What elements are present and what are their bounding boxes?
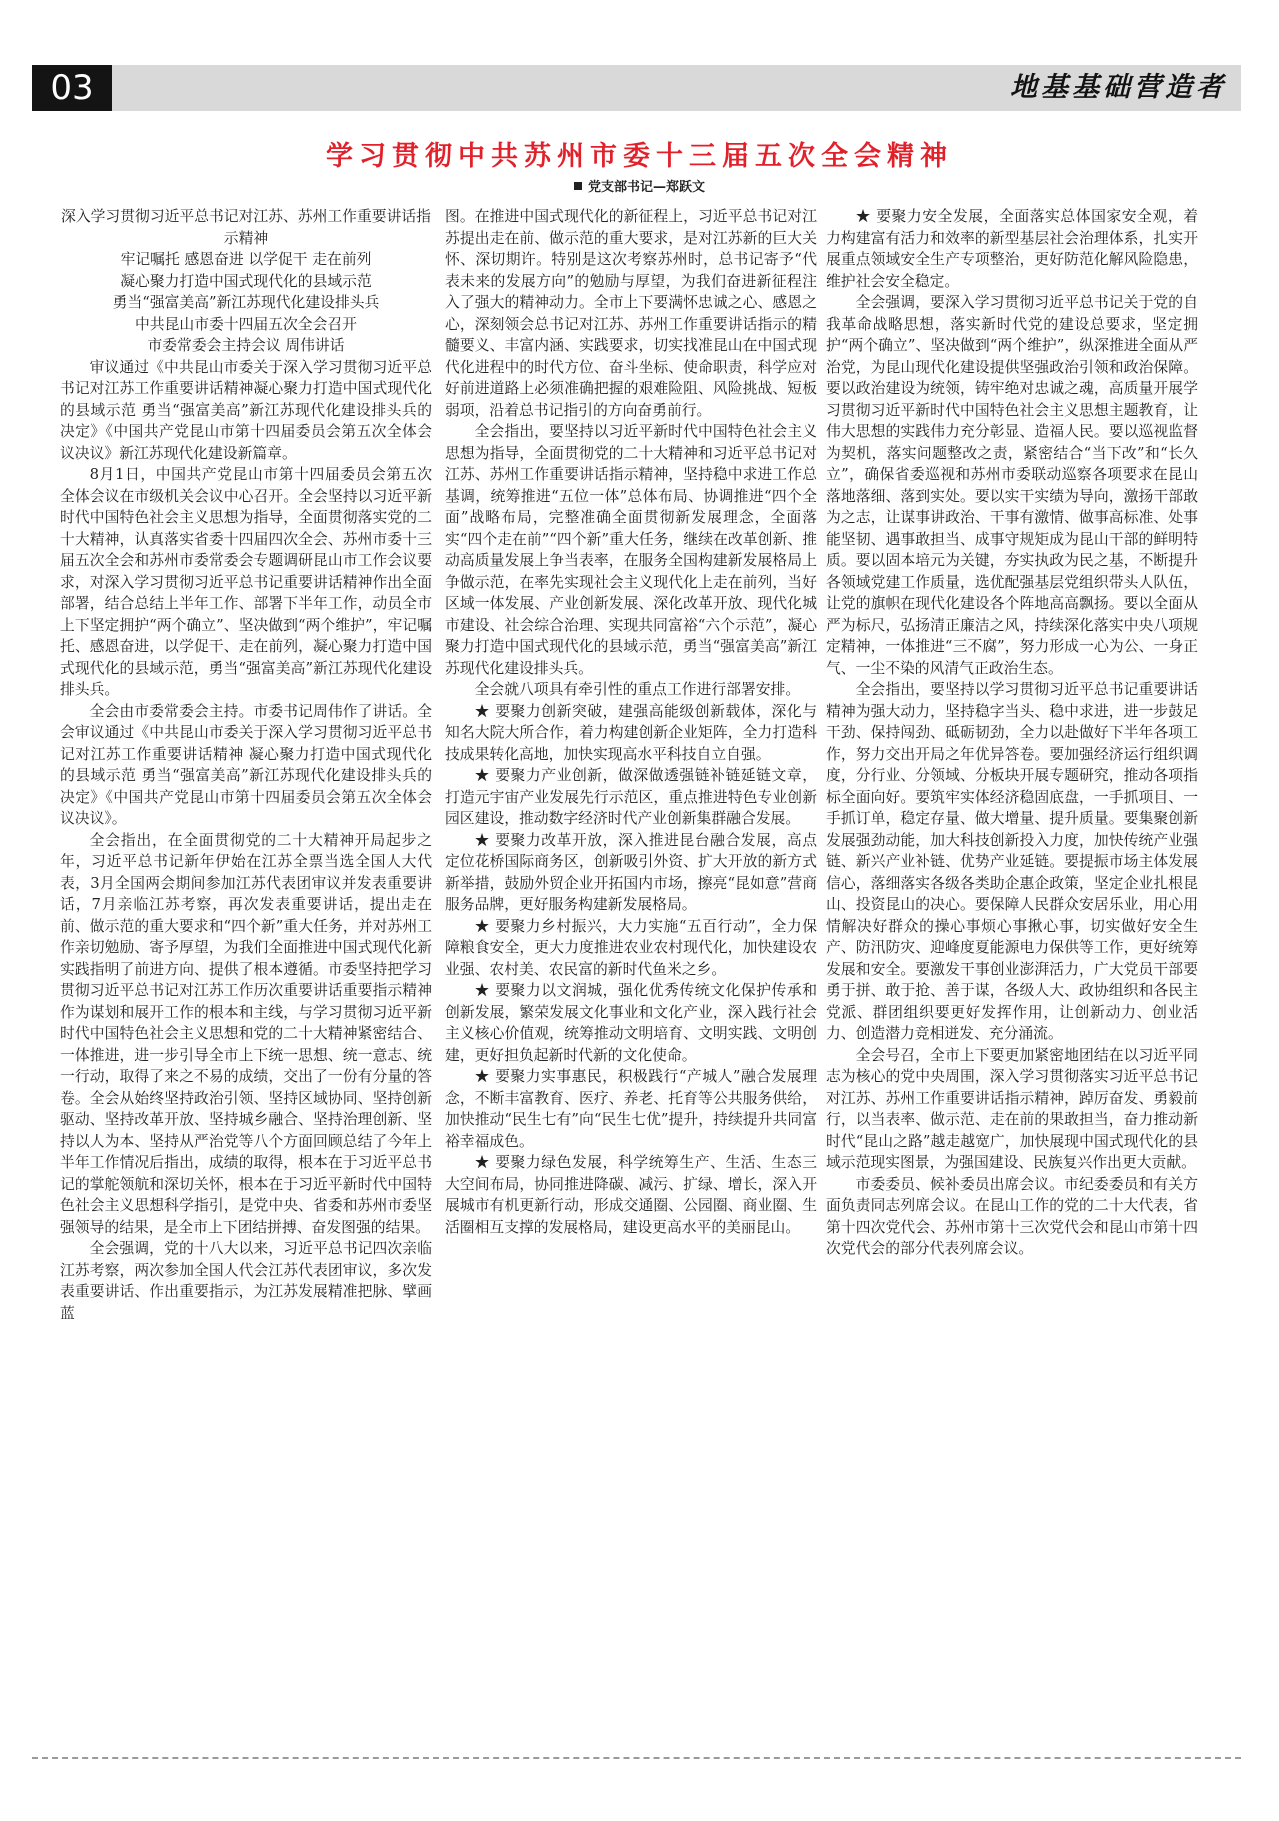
byline-text: 党支部书记—郑跃文 [587, 180, 705, 195]
article-title: 学习贯彻中共苏州市委十三届五次全会精神 [326, 141, 953, 172]
page-number: 03 [32, 65, 112, 111]
headline-line: 牢记嘱托 感恩奋进 以学促干 走在前列 [120, 251, 372, 268]
paragraph: 审议通过《中共昆山市委关于深入学习贯彻习近平总书记对江苏工作重要讲话精神凝心聚力打造中国式现代化的县域示范 勇当“强富美高”新江苏现代化建设排头兵的决定》《中国共产党昆山市第十四届委员会第五次全体会议决议》新江苏现代化建设新篇章。 [60, 358, 432, 462]
paragraph: 全会由市委常委会主持。市委书记周伟作了讲话。全会审议通过《中共昆山市委关于深入学习贯彻习近平总书记对江苏工作重要讲话精神 凝心聚力打造中国式现代化的县域示范 勇当“强富美高”新江苏现代化建设排头兵的决定》《中国共产党昆山市第十四届委员会第五次全体会议决议》。 [60, 702, 432, 827]
article-byline [0, 176, 1279, 195]
text-column-1 [60, 206, 432, 1746]
paragraph: 全会指出，要坚持以习近平新时代中国特色社会主义思想为指导，全面贯彻党的二十大精神和习近平总书记对江苏、苏州工作重要讲话指示精神，坚持稳中求进工作总基调，统筹推进“五位一体”总体布局、协调推进“四个全面”战略布局，完整准确全面贯彻新发展理念，全面落实“四个走在前”“四个新”重大任务，继续在改革创新、推动高质量发展上争当表率，在服务全国构建新发展格局上争做示范，在率先实现社会主义现代化上走在前列，当好区域一体发展、产业创新发展、深化改革开放、现代化城市建设、社会综合治理、实现共同富裕“六个示范”，凝心聚力打造中国式现代化的县域示范，勇当“强富美高”新江苏现代化建设排头兵。 [445, 423, 817, 677]
paragraph: ★ 要聚力实事惠民，积极践行“产城人”融合发展理念，不断丰富教育、医疗、养老、托育等公共服务供给，加快推动“民生七有”向“民生七优”提升，持续提升共同富裕幸福成色。 [445, 1068, 817, 1150]
paragraph: 全会指出，在全面贯彻党的二十大精神开局起步之年，习近平总书记新年伊始在江苏全票当选全国人大代表，3月全国两会期间参加江苏代表团审议并发表重要讲话，7月亲临江苏考察，再次发表重要讲话，提出走在前、做示范的重大要求和“四个新”重大任务，并对苏州工作亲切勉励、寄予厚望，为我们全面推进中国式现代化新实践指明了前进方向、提供了根本遵循。市委坚持把学习贯彻习近平总书记对江苏工作历次重要讲话重要指示精神作为谋划和展开工作的根本和主线，与学习贯彻习近平新时代中国特色社会主义思想和党的二十大精神紧密结合、一体推进，进一步引导全市上下统一思想、统一意志、统一行动，取得了来之不易的成绩，交出了一份有分量的答卷。全会从始终坚持政治引领、坚持区域协同、坚持创新驱动、坚持改革开放、坚持城乡融合、坚持治理创新、坚持以人为本、坚持从严治党等八个方面回顾总结了今年上半年工作情况后指出，成绩的取得，根本在于习近平总书记的掌舵领航和深切关怀，根本在于习近平新时代中国特色社会主义思想科学指引，是党中央、省委和苏州市委坚强领导的结果，是全市上下团结拼搏、奋发图强的结果。 [60, 831, 432, 1236]
paragraph: 全会号召，全市上下要更加紧密地团结在以习近平同志为核心的党中央周围，深入学习贯彻落实习近平总书记对江苏、苏州工作重要讲话指示精神，踔厉奋发、勇毅前行，以当表率、做示范、走在前的果敢担当，奋力推动新时代“昆山之路”越走越宽广，加快展现中国式现代化的县域示范现实图景，为强国建设、民族复兴作出更大贡献。 [826, 1046, 1198, 1171]
paragraph: ★ 要聚力产业创新，做深做透强链补链延链文章，打造元宇宙产业发展先行示范区，重点推进特色专业创新园区建设，推动数字经济时代产业创新集群融合发展。 [445, 767, 817, 827]
headline-line: 深入学习贯彻习近平总书记对江苏、苏州工作重要讲话指示精神 [61, 208, 431, 247]
paragraph: ★ 要聚力绿色发展，科学统筹生产、生活、生态三大空间布局，协同推进降碳、减污、扩绿、增长，深入开展城市有机更新行动，形成交通圈、公园圈、商业圈、生活圈相互支撑的发展格局，建设更高水平的美丽昆山。 [445, 1154, 817, 1236]
column-name: 地基基础营造者 [1010, 72, 1227, 103]
paragraph: ★ 要聚力改革开放，深入推进昆台融合发展，高点定位花桥国际商务区，创新吸引外资、扩大开放的新方式新举措，鼓励外贸企业开拓国内市场，擦亮“昆如意”营商服务品牌，更好服务构建新发展格局。 [445, 831, 817, 913]
text-column-2 [445, 206, 817, 1746]
paragraph: 图。在推进中国式现代化的新征程上，习近平总书记对江苏提出走在前、做示范的重大要求，是对江苏新的巨大关怀、深切期许。特别是这次考察苏州时，总书记寄予“代表未来的发展方向”的勉励与厚望，为我们奋进新征程注入了强大的精神动力。全市上下要满怀忠诚之心、感恩之心，深刻领会总书记对江苏、苏州工作重要讲话指示的精髓要义、丰富内涵、实践要求，切实找准昆山在中国式现代化进程中的时代方位、奋斗坐标、使命职责，科学应对好前进道路上必须准确把握的艰难险阻、风险挑战、短板弱项，沿着总书记指引的方向奋勇前行。 [445, 208, 817, 419]
paragraph: 全会强调，要深入学习贯彻习近平总书记关于党的自我革命战略思想，落实新时代党的建设总要求，坚定拥护“两个确立”、坚决做到“两个维护”，纵深推进全面从严治党，为昆山现代化建设提供坚强政治引领和政治保障。要以政治建设为统领，铸牢绝对忠诚之魂，高质量开展学习贯彻习近平新时代中国特色社会主义思想主题教育，让伟大思想的实践伟力充分彰显、造福人民。要以巡视监督为契机，落实问题整改之责，紧密结合“当下改”和“长久立”，确保省委巡视和苏州市委联动巡察各项要求在昆山落地落细、落到实处。要以实干实绩为导向，激扬干部敢为之志，让谋事讲政治、干事有激情、做事高标准、处事能坚韧、遇事敢担当、成事守规矩成为昆山干部的鲜明特质。要以固本培元为关键，夯实执政为民之基，不断提升各领域党建工作质量，选优配强基层党组织带头人队伍，让党的旗帜在现代化建设各个阵地高高飘扬。要以全面从严为标尺，弘扬清正廉洁之风，持续深化落实中央八项规定精神，一体推进“三不腐”，努力形成一心为公、一身正气、一尘不染的风清气正政治生态。 [826, 294, 1198, 677]
square-bullet-icon [574, 182, 582, 190]
paragraph: ★ 要聚力创新突破，建强高能级创新载体，深化与知名大院大所合作，着力构建创新企业矩阵，全力打造科技成果转化高地，加快实现高水平科技自立自强。 [445, 702, 817, 763]
text-column-3 [826, 206, 1198, 1746]
paragraph: 全会就八项具有牵引性的重点工作进行部署安排。 [474, 681, 801, 698]
headline-line: 凝心聚力打造中国式现代化的县域示范 [120, 272, 372, 290]
paragraph: 市委委员、候补委员出席会议。市纪委委员和有关方面负责同志列席会议。在昆山工作的党的二十大代表，省第十四次党代会、苏州市第十三次党代会和昆山市第十四次党代会的部分代表列席会议。 [826, 1175, 1198, 1257]
headline-line: 中共昆山市委十四届五次全会召开 [135, 315, 357, 333]
paragraph: 全会强调，党的十八大以来，习近平总书记四次亲临江苏考察，两次参加全国人代会江苏代表团审议，多次发表重要讲话、作出重要指示，为江苏发展精准把脉、擘画蓝 [60, 1240, 432, 1322]
paragraph: 全会指出，要坚持以学习贯彻习近平总书记重要讲话精神为强大动力，坚持稳字当头、稳中求进，进一步鼓足干劲、保持闯劲、砥砺韧劲，全力以赴做好下半年各项工作，努力交出开局之年优异答卷。要加强经济运行组织调度，分行业、分领域、分板块开展专题研究，推动各项指标全面向好。要筑牢实体经济稳固底盘，一手抓项目、一手抓订单，稳定存量、做大增量、提升质量。要集聚创新发展强劲动能，加大科技创新投入力度，加快传统产业强链、新兴产业补链、优势产业延链。要提振市场主体发展信心，落细落实各级各类助企惠企政策，坚定企业扎根昆山、投资昆山的决心。要保障人民群众安居乐业，用心用情解决好群众的操心事烦心事揪心事，切实做好安全生产、防汛防灾、迎峰度夏能源电力保供等工作，更好统筹发展和安全。要激发干事创业澎湃活力，广大党员干部要勇于拼、敢于抢、善于谋，各级人大、政协组织和各民主党派、群团组织要更好发挥作用，让创新动力、创业活力、创造潜力竞相迸发、充分涌流。 [826, 681, 1198, 1042]
paragraph: 8月1日，中国共产党昆山市第十四届委员会第五次全体会议在市级机关会议中心召开。全会坚持以习近平新时代中国特色社会主义思想为指导，全面贯彻落实党的二十大精神，认真落实省委十四届四次全会、苏州市委十三届五次全会和苏州市委常委会专题调研昆山市工作会议要求，对深入学习贯彻习近平总书记重要讲话精神作出全面部署，结合总结上半年工作、部署下半年工作，动员全市上下坚定拥护“两个确立”、坚决做到“两个维护”，牢记嘱托、感恩奋进，以学促干、走在前列，凝心聚力打造中国式现代化的县域示范，勇当“强富美高”新江苏现代化建设排头兵。 [60, 466, 432, 698]
paragraph: ★ 要聚力以文润城，强化优秀传统文化保护传承和创新发展，繁荣发展文化事业和文化产业，深入践行社会主义核心价值观，统筹推动文明培育、文明实践、文明创建，更好担负起新时代新的文化使命。 [445, 982, 817, 1064]
bottom-dashed-rule [32, 1757, 1241, 1759]
paragraph: ★ 要聚力乡村振兴，大力实施“五百行动”，全力保障粮食安全，更大力度推进农业农村现代化，加快建设农业强、农村美、农民富的新时代鱼米之乡。 [445, 917, 817, 978]
paragraph: ★ 要聚力安全发展，全面落实总体国家安全观，着力构建富有活力和效率的新型基层社会治理体系，扎实开展重点领域安全生产专项整治，更好防范化解风险隐患，维护社会安全稳定。 [826, 208, 1198, 290]
headline-line: 市委常委会主持会议 周伟讲话 [147, 337, 345, 354]
headline-line: 勇当“强富美高”新江苏现代化建设排头兵 [112, 294, 380, 311]
